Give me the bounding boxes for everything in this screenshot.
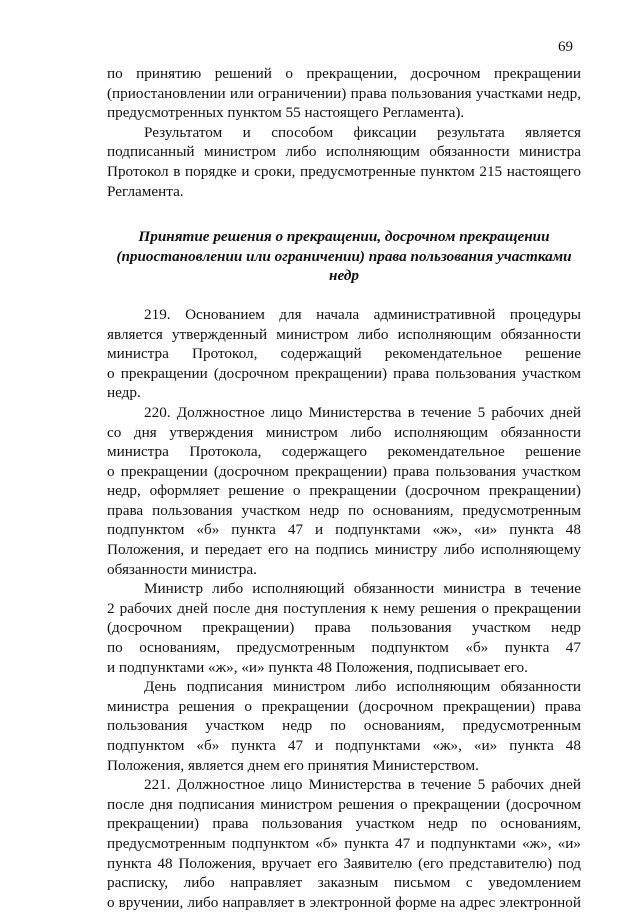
- text-line: День подписания министром либо исполняющим обязанности: [144, 678, 581, 696]
- text-line: о прекращении (досрочном прекращении) права пользования участком: [107, 462, 581, 480]
- text-line: прекращении) права пользования участком недр по основаниям,: [107, 815, 581, 833]
- text-line: подпунктом «б» пункта 47 и подпунктами «ж», «и» пункта 48: [107, 737, 581, 754]
- section-heading: [107, 227, 581, 286]
- text-line: о вручении, либо направляет в электронной форме на адрес электронной: [107, 893, 581, 911]
- text-line: 220. Должностное лицо Министерства в течение 5 рабочих дней: [144, 403, 581, 421]
- text-line: недр, оформляет решение о прекращении (досрочном прекращении): [107, 482, 581, 500]
- text-line: 219. Основанием для начала административной процедуры: [144, 305, 581, 323]
- text-line: Регламента.: [107, 182, 184, 200]
- text-line: и подпунктами «ж», «и» пункта 48 Положения, подписывает его.: [107, 658, 528, 676]
- page-body: [107, 64, 581, 912]
- text-line: министра Протокола, содержащего рекомендательное решение: [107, 443, 581, 461]
- text-line: Положения, и передает его на подпись министру либо исполняющему: [107, 541, 581, 559]
- heading-line: (приостановлении или ограничении) права пользования участками: [116, 247, 572, 265]
- text-line: права пользования участком недр по основаниям, предусмотренным: [107, 501, 581, 519]
- text-line: 2 рабочих дней после дня поступления к нему решения о прекращении: [107, 599, 581, 617]
- text-line: после дня подписания министром решения о прекращении (досрочном: [107, 795, 581, 813]
- text-line: Результатом и способом фиксации результата является: [144, 123, 581, 141]
- text-line: по основаниям, предусмотренным подпунктом «б» пункта 47: [107, 639, 581, 657]
- text-line: подпунктом «б» пункта 47 и подпунктами «ж», «и» пункта 48: [107, 521, 581, 539]
- text-line: Положения, является днем его принятия Министерством.: [107, 756, 479, 774]
- text-line: расписку, либо направляет заказным письмом с уведомлением: [107, 874, 581, 892]
- text-line: 221. Должностное лицо Министерства в течение 5 рабочих дней: [144, 776, 581, 794]
- paragraph-continuation: [107, 64, 581, 123]
- paragraph-minister-signs: [107, 579, 581, 677]
- text-line: по принятию решений о прекращении, досрочном прекращении: [107, 65, 581, 82]
- paragraph-219: [107, 305, 581, 403]
- heading-line: недр: [329, 267, 359, 285]
- text-line: (досрочном прекращении) права пользования участком недр: [107, 619, 581, 637]
- text-line: пользования участком недр по основаниям, предусмотренным: [107, 717, 581, 735]
- text-line: Министр либо исполняющий обязанности министра в течение: [144, 580, 581, 598]
- text-line: обязанности министра.: [107, 560, 257, 578]
- text-line: о прекращении (досрочном прекращении) права пользования участком: [107, 364, 581, 382]
- text-line: со дня утверждения министром либо исполняющим обязанности: [107, 423, 581, 441]
- text-line: (приостановлении или ограничении) права пользования участками недр,: [107, 84, 581, 102]
- text-line: министра Протокол, содержащий рекомендательное решение: [107, 345, 581, 363]
- text-line: недр.: [107, 384, 141, 402]
- paragraph-day-of-signing: [107, 677, 581, 775]
- text-line: предусмотренных пунктом 55 настоящего Регламента).: [107, 104, 465, 122]
- text-line: предусмотренным подпунктом «б» пункта 47 и подпунктами «ж», «и»: [107, 834, 581, 852]
- page-number: 69: [558, 39, 573, 55]
- text-line: пункта 48 Положения, вручает его Заявителю (его представителю) под: [107, 854, 581, 872]
- heading-line: Принятие решения о прекращении, досрочном прекращении: [138, 228, 550, 246]
- paragraph-result: [107, 123, 581, 201]
- text-line: является утвержденный министром либо исполняющим обязанности: [107, 325, 581, 343]
- paragraph-220: [107, 403, 581, 579]
- text-line: Протокол в порядке и сроки, предусмотренные пунктом 215 настоящего: [107, 162, 581, 180]
- text-line: министра решения о прекращении (досрочном прекращении) права: [107, 697, 581, 715]
- paragraph-221: [107, 775, 581, 912]
- text-line: подписанный министром либо исполняющим обязанности министра: [107, 143, 581, 161]
